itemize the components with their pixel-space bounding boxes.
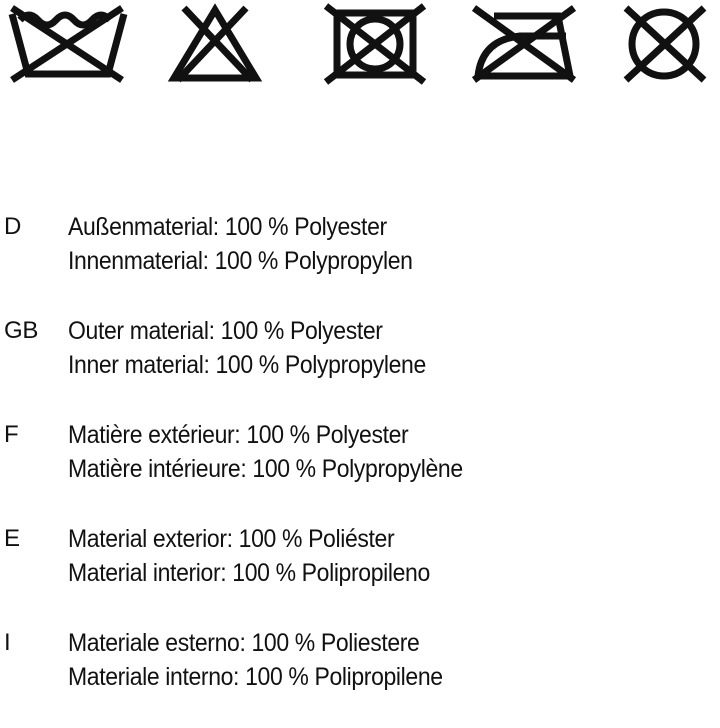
inner-material-line: Innenmaterial: 100 % Polypropylen [68, 247, 413, 275]
outer-material-line: Außenmaterial: 100 % Polyester [68, 213, 387, 241]
composition-it [0, 624, 720, 728]
inner-material-line: Inner material: 100 % Polypropylene [68, 351, 426, 379]
language-code: F [4, 421, 19, 448]
care-symbols-row [0, 0, 720, 100]
composition-list [0, 208, 720, 728]
composition-text [68, 522, 712, 590]
inner-material-line: Material interior: 100 % Polipropileno [68, 559, 430, 587]
composition-text [68, 210, 712, 278]
outer-material-line: Materiale esterno: 100 % Poliestere [68, 629, 420, 657]
outer-material-line: Matière extérieur: 100 % Polyester [68, 421, 409, 449]
outer-material-line: Outer material: 100 % Polyester [68, 317, 383, 345]
outer-material-line: Material exterior: 100 % Poliéster [68, 525, 395, 553]
inner-material-line: Materiale interno: 100 % Polipropilene [68, 663, 443, 691]
composition-de [0, 208, 720, 312]
language-code: D [4, 213, 22, 240]
inner-material-line: Matière intérieure: 100 % Polypropylène [68, 455, 463, 483]
do-not-bleach-icon [174, 8, 256, 80]
do-not-tumble-dry-icon [326, 6, 424, 82]
do-not-dry-clean-icon [626, 8, 704, 80]
composition-gb [0, 312, 720, 416]
language-code: I [4, 629, 11, 656]
composition-text [68, 626, 712, 694]
composition-text [68, 418, 712, 486]
language-code: GB [4, 317, 39, 344]
do-not-iron-icon [474, 8, 574, 80]
composition-text [68, 314, 712, 382]
language-code: E [4, 525, 20, 552]
composition-es [0, 520, 720, 624]
composition-fr [0, 416, 720, 520]
do-not-wash-icon [12, 8, 124, 80]
